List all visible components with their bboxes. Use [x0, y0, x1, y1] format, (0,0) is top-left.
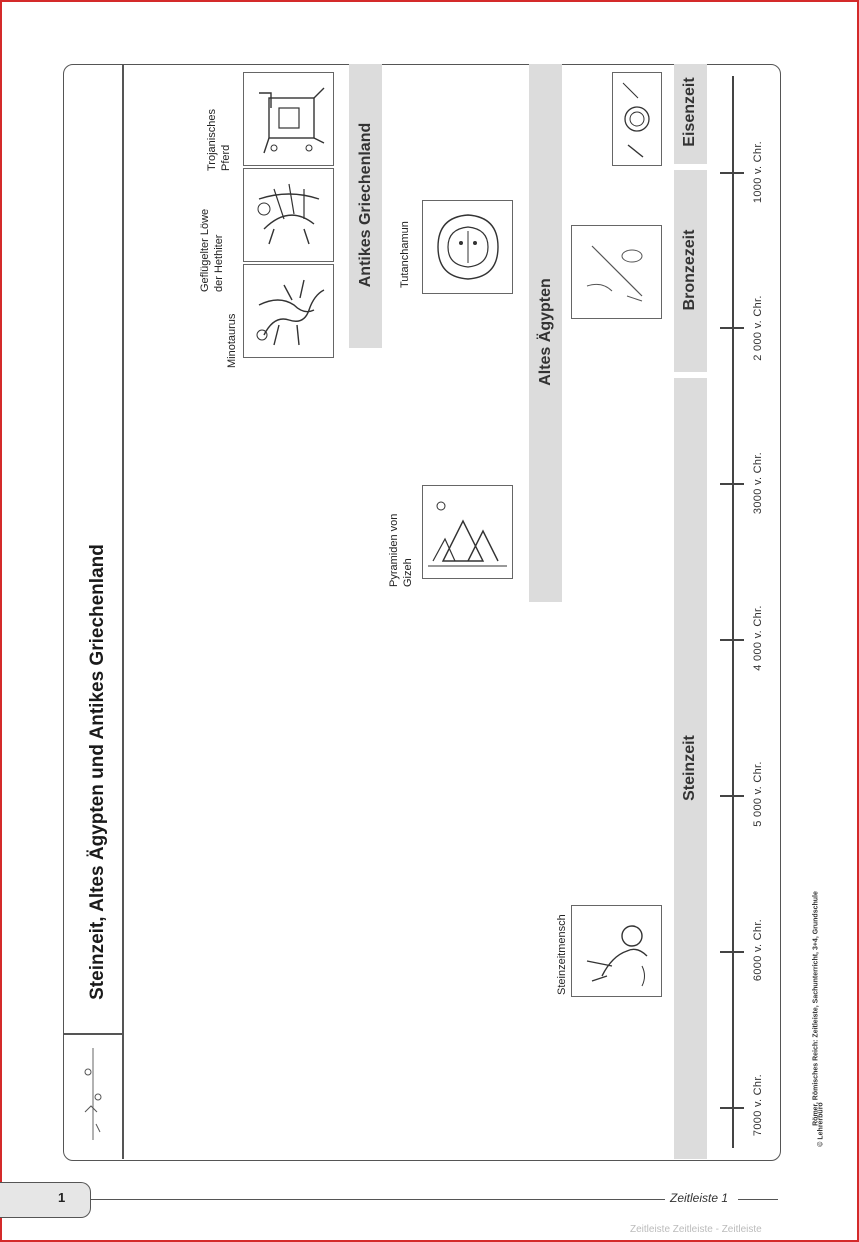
tutankhamun-mask-icon [422, 200, 513, 294]
tick-label-7000: 7000 v. Chr. [752, 1073, 764, 1137]
band-label-egypt: Altes Ägypten [537, 278, 554, 386]
timeline-tick [720, 483, 744, 485]
caption-tutanchamun: Tutanchamun [399, 221, 411, 288]
iron-tools-icon [612, 72, 662, 166]
timeline-tick [720, 639, 744, 641]
pyramids-icon [422, 485, 513, 579]
footer-rule-right [738, 1199, 778, 1200]
caption-minotaurus: Minotaurus [226, 313, 238, 368]
band-label-stone: Steinzeit [681, 735, 698, 801]
tick-label-4000: 4 000 v. Chr. [752, 605, 764, 671]
page-number-tab [0, 1182, 91, 1218]
tick-label-2000: 2 000 v. Chr. [752, 295, 764, 361]
winged-lion-icon [243, 168, 334, 262]
stone-age-man-icon [571, 905, 662, 997]
tick-label-6000: 6000 v. Chr. [752, 918, 764, 982]
timeline-logo-icon [70, 1042, 116, 1146]
timeline-axis [732, 76, 734, 1148]
source-line: Römer, Römisches Reich: Zeitleiste, Sachunterricht, 3+4, Grundschule [812, 891, 820, 1126]
bronze-tools-icon [571, 225, 662, 319]
tick-label-5000: 5 000 v. Chr. [752, 761, 764, 827]
watermark: Zeitleiste Zeitleiste - Zeitleiste [630, 1224, 762, 1235]
timeline-tick [720, 795, 744, 797]
caption-pyramiden: Pyramiden von Gizeh [388, 513, 414, 587]
band-label-bronze: Bronzezeit [681, 229, 698, 311]
page-title: Steinzeit, Altes Ägypten und Antikes Griechenland [87, 544, 108, 1000]
page-number: 1 [58, 1190, 66, 1205]
trojan-horse-icon [243, 72, 334, 166]
tick-label-1000: 1000 v. Chr. [752, 140, 764, 204]
footer-rule [90, 1199, 665, 1200]
timeline-tick [720, 327, 744, 329]
timeline-tick [720, 1107, 744, 1109]
title-divider [122, 64, 124, 1159]
copyright-line: © Lehrerbüro [817, 1102, 825, 1147]
caption-steinzeitmensch: Steinzeitmensch [556, 914, 568, 995]
minotaur-icon [243, 264, 334, 358]
footer-label: Zeitleiste 1 [670, 1191, 729, 1205]
band-label-iron: Eisenzeit [681, 77, 698, 147]
caption-trojanisches-pferd: Trojanisches Pferd [206, 109, 232, 171]
timeline-tick [720, 172, 744, 174]
caption-gefluegelter-loewe: Geflügelter Löwe der Hethiter [199, 208, 225, 292]
timeline-tick [720, 951, 744, 953]
tick-label-3000: 3000 v. Chr. [752, 451, 764, 515]
band-label-greece: Antikes Griechenland [357, 122, 374, 288]
